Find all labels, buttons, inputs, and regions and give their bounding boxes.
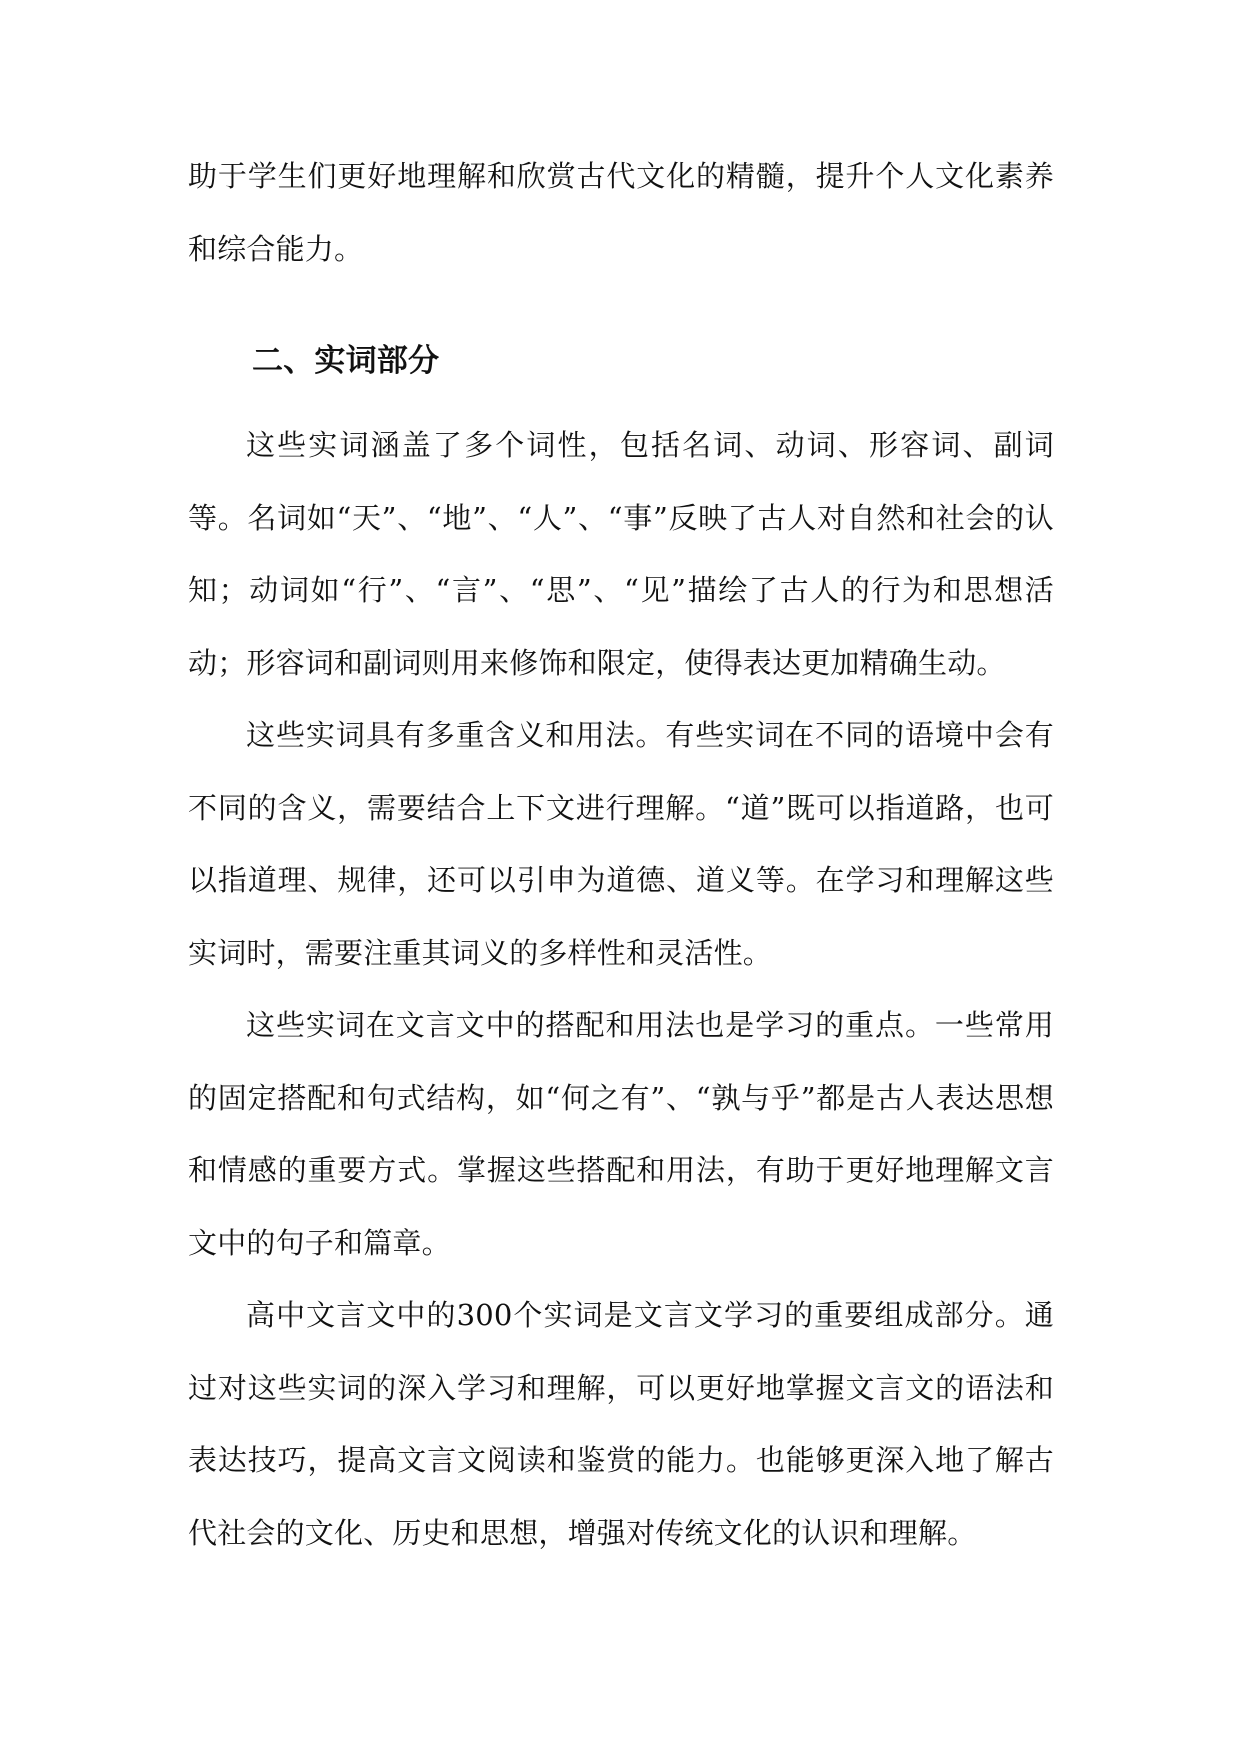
- paragraph-conclusion: 高中文言文中的300个实词是文言文学习的重要组成部分。通过对这些实词的深入学习和理解，可以更好地掌握文言文的语法和表达技巧，提高文言文阅读和鉴赏的能力。也能够更深入地了解古代社会的文化、历史和思想，增强对传统文化的认识和理解。: [188, 1298, 1054, 1550]
- document-body: [188, 140, 1054, 1569]
- paragraph-collocations: 这些实词在文言文中的搭配和用法也是学习的重点。一些常用的固定搭配和句式结构，如“何之有”、“孰与乎”都是古人表达思想和情感的重要方式。掌握这些搭配和用法，有助于更好地理解文言文中的句子和篇章。: [188, 1008, 1054, 1260]
- paragraph-word-classes: 这些实词涵盖了多个词性，包括名词、动词、形容词、副词等。名词如“天”、“地”、“人”、“事”反映了古人对自然和社会的认知；动词如“行”、“言”、“思”、“见”描绘了古人的行为和思想活动；形容词和副词则用来修饰和限定，使得表达更加精确生动。: [188, 428, 1054, 680]
- section-heading: 二、实词部分: [252, 343, 440, 379]
- paragraph-multiple-meanings: 这些实词具有多重含义和用法。有些实词在不同的语境中会有不同的含义，需要结合上下文进行理解。“道”既可以指道路，也可以指道理、规律，还可以引申为道德、道义等。在学习和理解这些实词时，需要注重其词义的多样性和灵活性。: [188, 718, 1054, 970]
- intro-paragraph: 助于学生们更好地理解和欣赏古代文化的精髓，提升个人文化素养和综合能力。: [188, 159, 1054, 266]
